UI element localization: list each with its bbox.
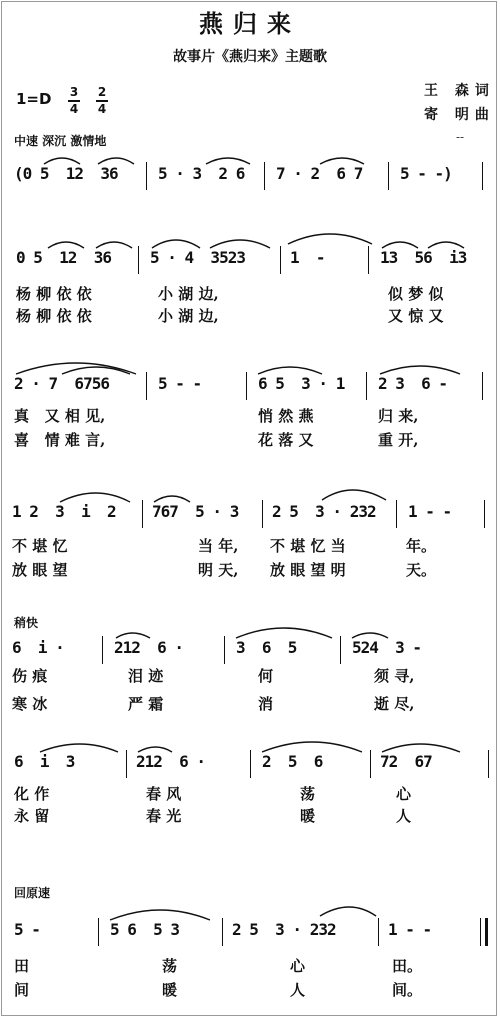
lyric-segment: 田。 (392, 957, 423, 975)
lyric-segment: 何 (258, 667, 274, 685)
bar-line (488, 750, 489, 778)
lyric-segment: 重 开, (378, 431, 419, 449)
time-sig-bottom: 4 (69, 102, 79, 116)
lyric-segment: 逝 尽, (374, 695, 415, 713)
lyric-segment: 小 湖 边, (158, 285, 219, 303)
song-title: 燕归来 (199, 9, 301, 38)
bar-line (340, 636, 341, 664)
system-6-lyrics-verse-2 (0, 806, 500, 828)
lyric-segment: 杨 柳 依 依 (16, 307, 92, 325)
lyric-segment: 心 (396, 785, 412, 803)
system-3-lyrics-verse-2 (0, 430, 500, 452)
system-2-lyrics-verse-1 (0, 284, 500, 306)
tempo-mark-return: 回原速 (14, 886, 51, 900)
measure-notes: 3 6 5 (236, 638, 297, 657)
composer-credit: 寄 明曲 (424, 107, 495, 123)
bar-line (280, 246, 281, 274)
lyric-segment: 间。 (392, 981, 423, 999)
time-sig-bottom: 4 (97, 102, 107, 116)
measure-notes: 5 - -) (400, 164, 452, 183)
lyric-segment: 荡 (162, 957, 178, 975)
bar-line (378, 918, 379, 946)
lyric-segment: 化 作 (14, 785, 50, 803)
bar-line (138, 246, 139, 274)
measure-notes: 5 · 4 3523 (150, 248, 245, 267)
measure-notes: 6 i · (12, 638, 64, 657)
bar-line (480, 918, 481, 946)
system-6-notes (0, 750, 500, 778)
measure-notes: 7 · 2 6 7 (276, 164, 363, 183)
measure-notes: (0 5 12 36 (14, 164, 118, 183)
measure-notes: 767 5 · 3 (152, 502, 239, 521)
lyric-segment: 不 堪 忆 当 (270, 537, 346, 555)
time-signature-2-4 (96, 86, 108, 116)
lyric-segment: 人 (290, 981, 306, 999)
bar-line (482, 162, 483, 190)
lyric-segment: 心 (290, 957, 306, 975)
lyric-segment: 真 又 相 见, (14, 407, 106, 425)
lyric-segment: 放 眼 望 明 (270, 561, 346, 579)
lyric-segment: 似 梦 似 (388, 285, 444, 303)
time-sig-top: 3 (69, 85, 79, 99)
bar-line (484, 500, 485, 528)
time-sig-top: 2 (97, 85, 107, 99)
bar-line (146, 162, 147, 190)
system-4-lyrics-verse-2 (0, 560, 500, 582)
lyric-segment: 寒 冰 (12, 695, 48, 713)
lyric-segment: 伤 痕 (12, 667, 48, 685)
measure-notes: 2 5 3 · 232 (272, 502, 376, 521)
bar-line (222, 918, 223, 946)
lyric-segment: 泪 迹 (128, 667, 164, 685)
lyric-segment: 天。 (406, 561, 437, 579)
bar-line (396, 500, 397, 528)
lyric-segment: 当 年, (198, 537, 239, 555)
lyric-segment: 喜 情 难 言, (14, 431, 106, 449)
measure-notes: 212 6 · (136, 752, 206, 771)
measure-notes: 5 - (14, 920, 40, 939)
system-7-notes (0, 918, 500, 946)
measure-notes: 6 5 3 · 1 (258, 374, 345, 393)
system-1-notes (0, 162, 500, 190)
lyric-segment: 放 眼 望 (12, 561, 68, 579)
lyric-segment: 年。 (406, 537, 437, 555)
system-4-lyrics-verse-1 (0, 536, 500, 558)
song-subtitle: 故事片《燕归来》主题歌 (173, 49, 327, 65)
system-2-notes (0, 246, 500, 274)
system-2-lyrics-verse-2 (0, 306, 500, 328)
lyric-segment: 花 落 又 (258, 431, 314, 449)
lyric-segment: 消 (258, 695, 274, 713)
measure-notes: 2 · 7 6756 (14, 374, 109, 393)
lyric-segment: 严 霜 (128, 695, 164, 713)
measure-notes: 6 i 3 (14, 752, 75, 771)
lyric-segment: 又 惊 又 (388, 307, 444, 325)
measure-notes: 72 67 (380, 752, 432, 771)
measure-notes: 5 · 3 2 6 (158, 164, 245, 183)
measure-notes: 2 3 6 - (378, 374, 448, 393)
lyric-segment: 春 光 (146, 807, 182, 825)
system-3-lyrics-verse-1 (0, 406, 500, 428)
system-5-notes (0, 636, 500, 664)
system-6-lyrics-verse-1 (0, 784, 500, 806)
measure-notes: 5 - - (158, 374, 202, 393)
system-4-notes (0, 500, 500, 528)
lyric-segment: 春 风 (146, 785, 182, 803)
system-3-notes (0, 372, 500, 400)
bar-line (102, 636, 103, 664)
tempo-mark-intro: 中速 深沉 激情地 (14, 134, 107, 148)
key-signature: 1=D (16, 90, 52, 108)
lyric-segment: 明 天, (198, 561, 239, 579)
bar-line (142, 500, 143, 528)
bar-line (262, 500, 263, 528)
bar-line (368, 246, 369, 274)
tempo-mark-faster: 稍快 (14, 616, 39, 630)
measure-notes: 212 6 · (114, 638, 184, 657)
final-bar-line (485, 918, 488, 946)
measure-notes: 1 2 3 i 2 (12, 502, 116, 521)
measure-notes: 524 3 - (352, 638, 422, 657)
system-7-lyrics-verse-2 (0, 980, 500, 1002)
bar-line (126, 750, 127, 778)
bar-line (246, 372, 247, 400)
bar-line (224, 636, 225, 664)
lyricist-credit: 王 森词 (424, 83, 495, 99)
time-signature-3-4 (68, 86, 80, 116)
measure-notes: 2 5 6 (262, 752, 323, 771)
measure-notes: 2 5 3 · 232 (232, 920, 336, 939)
lyric-segment: 暖 (162, 981, 178, 999)
measure-notes: 5 6 5 3 (110, 920, 180, 939)
lyric-segment: 不 堪 忆 (12, 537, 68, 555)
system-5-lyrics-verse-2 (0, 694, 500, 716)
lyric-segment: 暖 (300, 807, 316, 825)
bar-line (98, 918, 99, 946)
system-7-lyrics-verse-1 (0, 956, 500, 978)
bar-line (388, 162, 389, 190)
system-5-lyrics-verse-1 (0, 666, 500, 688)
lyric-segment: 永 留 (14, 807, 50, 825)
measure-notes: 1 - - (388, 920, 432, 939)
lyric-segment: 小 湖 边, (158, 307, 219, 325)
bar-line (366, 372, 367, 400)
lyric-segment: 须 寻, (374, 667, 415, 685)
bar-line (370, 750, 371, 778)
measure-notes: 1 - (290, 248, 325, 267)
measure-notes: 13 56 i3 (380, 248, 467, 267)
bar-line (146, 372, 147, 400)
lyric-segment: 人 (396, 807, 412, 825)
measure-notes: 0 5 12 36 (16, 248, 111, 267)
bar-line (482, 372, 483, 400)
tie-dash: -- (456, 130, 465, 144)
measure-notes: 1 - - (408, 502, 452, 521)
lyric-segment: 间 (14, 981, 30, 999)
lyric-segment: 田 (14, 957, 30, 975)
lyric-segment: 归 来, (378, 407, 419, 425)
bar-line (250, 750, 251, 778)
lyric-segment: 荡 (300, 785, 316, 803)
lyric-segment: 悄 然 燕 (258, 407, 314, 425)
bar-line (264, 162, 265, 190)
lyric-segment: 杨 柳 依 依 (16, 285, 92, 303)
